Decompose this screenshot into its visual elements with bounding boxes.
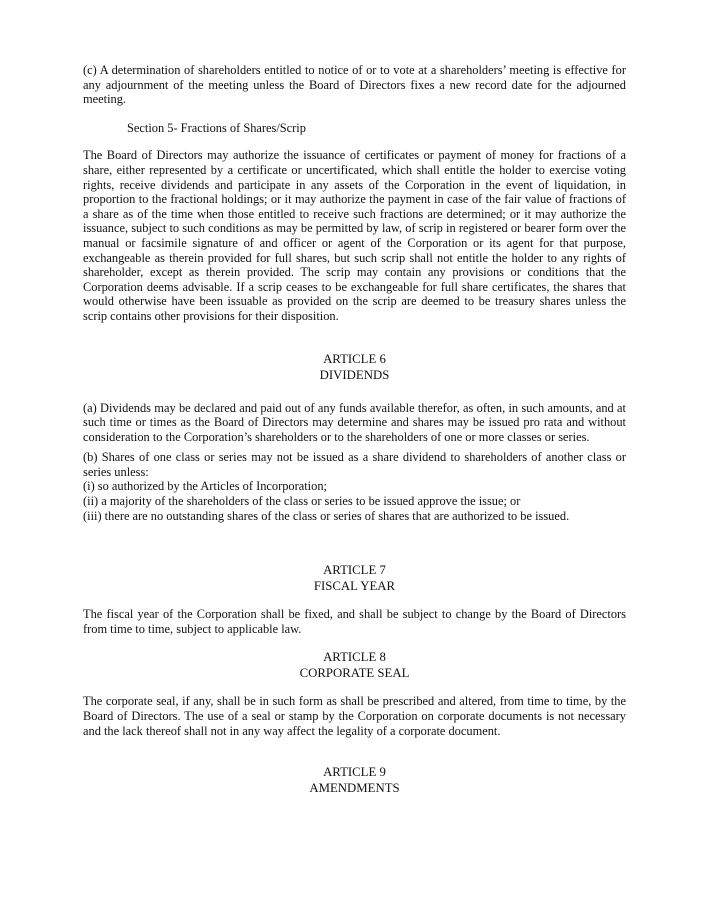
- list-item: (ii) a majority of the shareholders of the class or series to be issued approve the issue; or: [83, 494, 521, 509]
- article-8-heading: [83, 649, 626, 681]
- article-6-paragraph-a: (a) Dividends may be declared and paid out of any funds available therefor, as often, in such amounts, and at such time or times as the Board of Directors may determine and shares may be issued pro rata and without consideration to the Corporation’s shareholders or to the shareholders of one or more classes or series.: [83, 400, 626, 444]
- document-page: [83, 63, 626, 796]
- article-9-heading: [83, 764, 626, 796]
- article-6-conditions-list: [83, 479, 626, 523]
- article-6-heading: [83, 351, 626, 383]
- article-7-body: The fiscal year of the Corporation shall be fixed, and shall be subject to change by the Board of Directors from time to time, subject to applicable law.: [83, 607, 626, 636]
- article-7-heading: [83, 562, 626, 594]
- article-9-number: ARTICLE 9: [323, 765, 386, 780]
- article-8-body: The corporate seal, if any, shall be in such form as shall be prescribed and altered, from time to time, by the Board of Directors. The use of a seal or stamp by the Corporation on corporate documents is not necessary and the lack thereof shall not in any way affect the legality of a corporate document.: [83, 694, 626, 738]
- section-5-heading: Section 5- Fractions of Shares/Scrip: [127, 120, 306, 135]
- article-8-title: CORPORATE SEAL: [299, 666, 410, 681]
- article-7-number: ARTICLE 7: [323, 563, 386, 578]
- article-6-title: DIVIDENDS: [319, 367, 390, 382]
- list-item: (i) so authorized by the Articles of Incorporation;: [83, 479, 327, 494]
- list-item: (iii) there are no outstanding shares of the class or series of shares that are authorized to be issued.: [83, 508, 570, 523]
- article-6-number: ARTICLE 6: [323, 351, 386, 366]
- article-8-number: ARTICLE 8: [323, 650, 386, 665]
- paragraph-c-record-date: (c) A determination of shareholders entitled to notice of or to vote at a shareholders’ meeting is effective for any adjournment of the meeting unless the Board of Directors fixes a new record date for the adjourned meeting.: [83, 63, 626, 107]
- section-5-body: The Board of Directors may authorize the issuance of certificates or payment of money for fractions of a share, either represented by a certificate or uncertificated, which shall entitle the holder to exercise voting rights, receive dividends and participate in any assets of the Corporation in the event of liquidation, in proportion to the fractional holdings; or it may authorize the payment in case of the fair value of fractions of a share as of the time when those entitled to receive such fractions are determined; or it may authorize the issuance, subject to such conditions as may be permitted by law, of scrip in registered or bearer form over the manual or facsimile signature of and officer or agent of the Corporation or its agent for that purpose, exchangeable as therein provided for full shares, but such scrip shall not entitle the holder to any rights of shareholder, except as therein provided. The scrip may contain any provisions or conditions that the Corporation deems advisable. If a scrip ceases to be exchangeable for full share certificates, the shares that would otherwise have been issuable as provided on the scrip are deemed to be treasury shares unless the scrip contains other provisions for their disposition.: [83, 148, 626, 323]
- article-9-title: AMENDMENTS: [309, 781, 400, 796]
- article-6-paragraph-b: (b) Shares of one class or series may not be issued as a share dividend to shareholders of another class or series unless:: [83, 450, 626, 479]
- article-7-title: FISCAL YEAR: [313, 579, 396, 594]
